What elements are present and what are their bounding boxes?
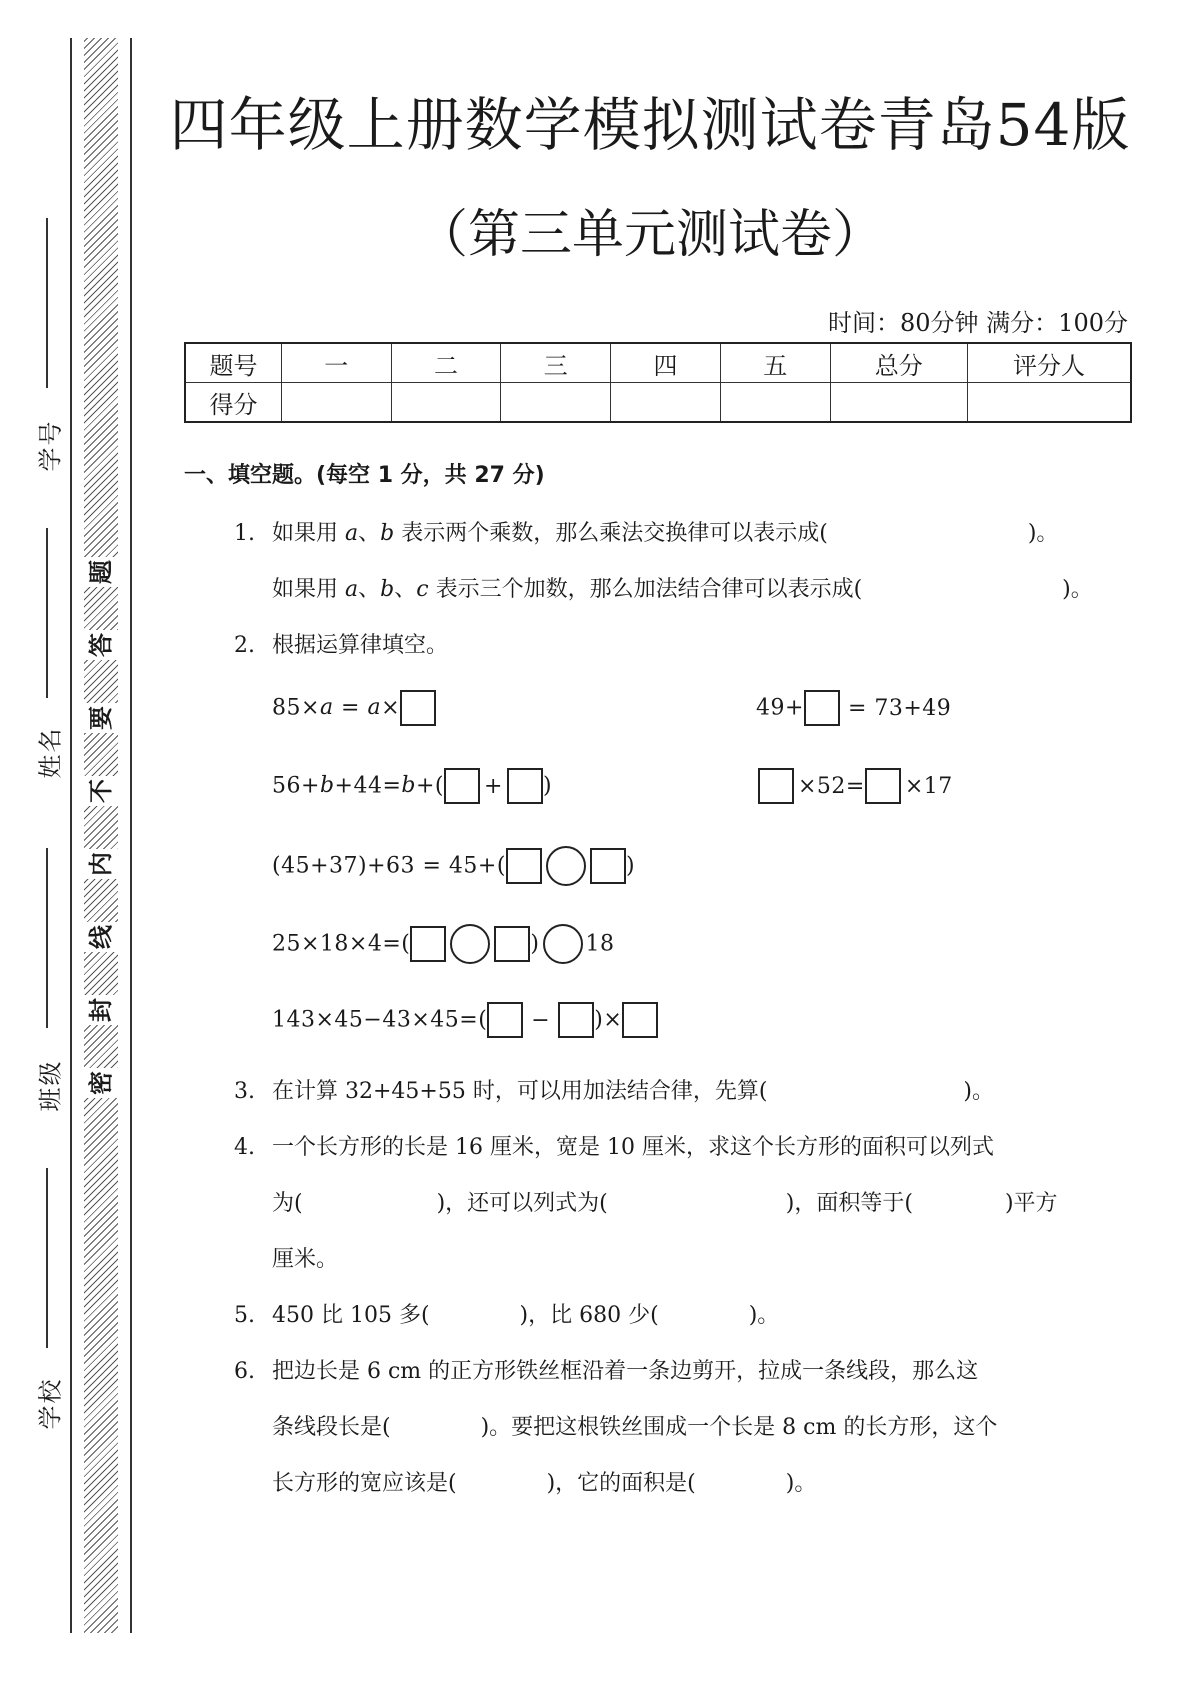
answer-box[interactable]	[758, 768, 794, 804]
binding-outer-line	[70, 38, 72, 1633]
operator-circle[interactable]	[546, 846, 586, 886]
expr-7	[272, 1002, 658, 1038]
text: +(	[416, 773, 445, 799]
exam-meta: 时间：80分钟 满分：100分	[828, 309, 1128, 337]
text: 把边长是 6 cm 的正方形铁丝框沿着一条边剪开，拉成一条线段，那么这	[272, 1359, 979, 1384]
score-header-cell: 总分	[830, 343, 967, 383]
text: )，比 680 少(	[519, 1303, 659, 1328]
text: 49+	[756, 695, 804, 721]
seal-char: 不	[84, 776, 118, 806]
seal-char: 要	[84, 703, 118, 733]
text: +44=	[334, 773, 402, 799]
text: 、	[394, 577, 417, 602]
expr-2	[756, 690, 951, 726]
question-number: 3.	[234, 1079, 255, 1104]
text: 表示三个加数，那么加法结合律可以表示成(	[428, 577, 863, 602]
text: )，面积等于(	[785, 1191, 913, 1216]
expr-6	[272, 924, 614, 964]
text: 在计算 32+45+55 时，可以用加法结合律，先算(	[272, 1079, 768, 1104]
text: 、	[358, 521, 381, 546]
answer-box[interactable]	[804, 690, 840, 726]
score-header-cell: 四	[611, 343, 721, 383]
score-cell[interactable]	[281, 383, 391, 423]
text: 如果用	[272, 521, 345, 546]
score-cell[interactable]	[720, 383, 830, 423]
text: =	[333, 695, 368, 721]
text: 厘米。	[272, 1247, 339, 1272]
question-number: 4.	[234, 1135, 255, 1160]
var-a: a	[345, 521, 359, 546]
student-no-label: 学号	[31, 416, 66, 476]
text: 为(	[272, 1191, 303, 1216]
text: 根据运算律填空。	[272, 633, 449, 658]
seal-char: 封	[84, 995, 118, 1025]
score-header-cell: 五	[720, 343, 830, 383]
text: ×52=	[798, 773, 865, 799]
question-number: 2.	[234, 633, 255, 658]
binding-hatch	[84, 38, 118, 1633]
seal-char: 题	[84, 557, 118, 587]
var-b: b	[380, 577, 395, 602]
text: 表示两个乘数，那么乘法交换律可以表示成(	[394, 521, 828, 546]
answer-box[interactable]	[507, 768, 543, 804]
var-a: a	[319, 695, 334, 720]
binding-inner-line	[130, 38, 132, 1633]
score-cell[interactable]	[501, 383, 611, 423]
question-5	[234, 1298, 779, 1329]
var-c: c	[416, 577, 429, 602]
question-3	[234, 1074, 994, 1105]
text: )。	[785, 1471, 817, 1496]
expr-3	[272, 768, 552, 804]
text: −	[531, 1007, 551, 1033]
score-header-cell: 评分人	[967, 343, 1131, 383]
question-1-line-2	[272, 572, 1093, 603]
score-cell[interactable]	[830, 383, 967, 423]
seal-char: 内	[84, 849, 118, 879]
text: = 73+49	[847, 695, 952, 721]
question-1-line-1	[234, 516, 1058, 547]
answer-box[interactable]	[487, 1002, 523, 1038]
text: )	[530, 931, 540, 957]
text: ×17	[904, 773, 953, 799]
text: ×	[381, 695, 401, 721]
expr-5	[272, 846, 635, 886]
text: +	[484, 773, 503, 799]
answer-box[interactable]	[622, 1002, 658, 1038]
score-row-label: 得分	[185, 383, 281, 423]
score-cell[interactable]	[611, 383, 721, 423]
text: 18	[585, 931, 615, 957]
answer-box[interactable]	[865, 768, 901, 804]
score-header-cell: 三	[501, 343, 611, 383]
operator-circle[interactable]	[543, 924, 583, 964]
text: 、	[358, 577, 381, 602]
text: 如果用	[272, 577, 345, 602]
answer-box[interactable]	[506, 848, 542, 884]
seal-char: 密	[84, 1068, 118, 1098]
text: 长方形的宽应该是(	[272, 1471, 457, 1496]
question-4-line-3	[272, 1242, 338, 1273]
text: )×	[594, 1007, 623, 1033]
class-label: 班级	[31, 1056, 66, 1116]
class-line[interactable]	[46, 848, 48, 1028]
answer-box[interactable]	[410, 926, 446, 962]
score-header-cell: 题号	[185, 343, 281, 383]
question-6-line-3	[272, 1466, 816, 1497]
text: 条线段长是(	[272, 1415, 391, 1440]
score-table-row	[185, 383, 1131, 423]
var-a: a	[345, 577, 359, 602]
score-header-cell: 二	[391, 343, 501, 383]
seal-char: 线	[84, 922, 118, 952]
text: )。	[963, 1079, 995, 1104]
text: 一个长方形的长是 16 厘米，宽是 10 厘米，求这个长方形的面积可以列式	[272, 1135, 994, 1160]
text: (45+37)+63 = 45+(	[272, 853, 506, 879]
question-2	[234, 628, 448, 659]
page-subtitle: （第三单元测试卷）	[415, 205, 884, 265]
question-4-line-1	[234, 1130, 994, 1161]
text: )	[625, 853, 636, 879]
text: 143×45−43×45=(	[272, 1007, 488, 1033]
var-b: b	[401, 773, 416, 798]
score-table-header-row	[185, 343, 1131, 383]
text: 25×18×4=(	[272, 931, 411, 957]
text: )。	[748, 1303, 780, 1328]
text: )，它的面积是(	[546, 1471, 696, 1496]
text: )。	[1062, 577, 1093, 602]
section-heading: 一、填空题。(每空 1 分，共 27 分)	[184, 463, 545, 488]
text: 56+	[272, 773, 320, 799]
answer-box[interactable]	[558, 1002, 594, 1038]
text: )，还可以列式为(	[436, 1191, 608, 1216]
score-cell[interactable]	[391, 383, 501, 423]
score-table	[184, 342, 1132, 423]
text: )平方	[1004, 1191, 1058, 1216]
name-line[interactable]	[46, 528, 48, 698]
school-label: 学校	[31, 1374, 66, 1434]
name-label: 姓名	[31, 723, 66, 783]
answer-box[interactable]	[590, 848, 626, 884]
question-number: 1.	[234, 521, 255, 546]
answer-box[interactable]	[444, 768, 480, 804]
text: 450 比 105 多(	[272, 1303, 430, 1328]
var-b: b	[319, 773, 335, 798]
answer-box[interactable]	[400, 690, 436, 726]
question-number: 5.	[234, 1303, 255, 1328]
question-4-line-2	[272, 1186, 1058, 1217]
seal-char: 答	[84, 630, 118, 660]
operator-circle[interactable]	[450, 924, 490, 964]
var-b: b	[380, 521, 395, 546]
score-header-cell: 一	[281, 343, 391, 383]
expr-4	[758, 768, 953, 804]
question-6-line-2	[272, 1410, 997, 1441]
text: 85×	[272, 695, 320, 721]
school-line[interactable]	[46, 1168, 48, 1348]
answer-box[interactable]	[494, 926, 530, 962]
page-title: 四年级上册数学模拟测试卷青岛54版	[169, 91, 1131, 159]
question-6-line-1	[234, 1354, 978, 1385]
student-no-line[interactable]	[46, 218, 48, 388]
text: )。	[1027, 521, 1059, 546]
score-cell[interactable]	[967, 383, 1131, 423]
text: )	[542, 773, 553, 799]
text: )。要把这根铁丝围成一个长是 8 cm 的长方形，这个	[480, 1415, 998, 1440]
question-number: 6.	[234, 1359, 255, 1384]
expr-1	[272, 690, 436, 726]
var-a: a	[367, 695, 382, 720]
